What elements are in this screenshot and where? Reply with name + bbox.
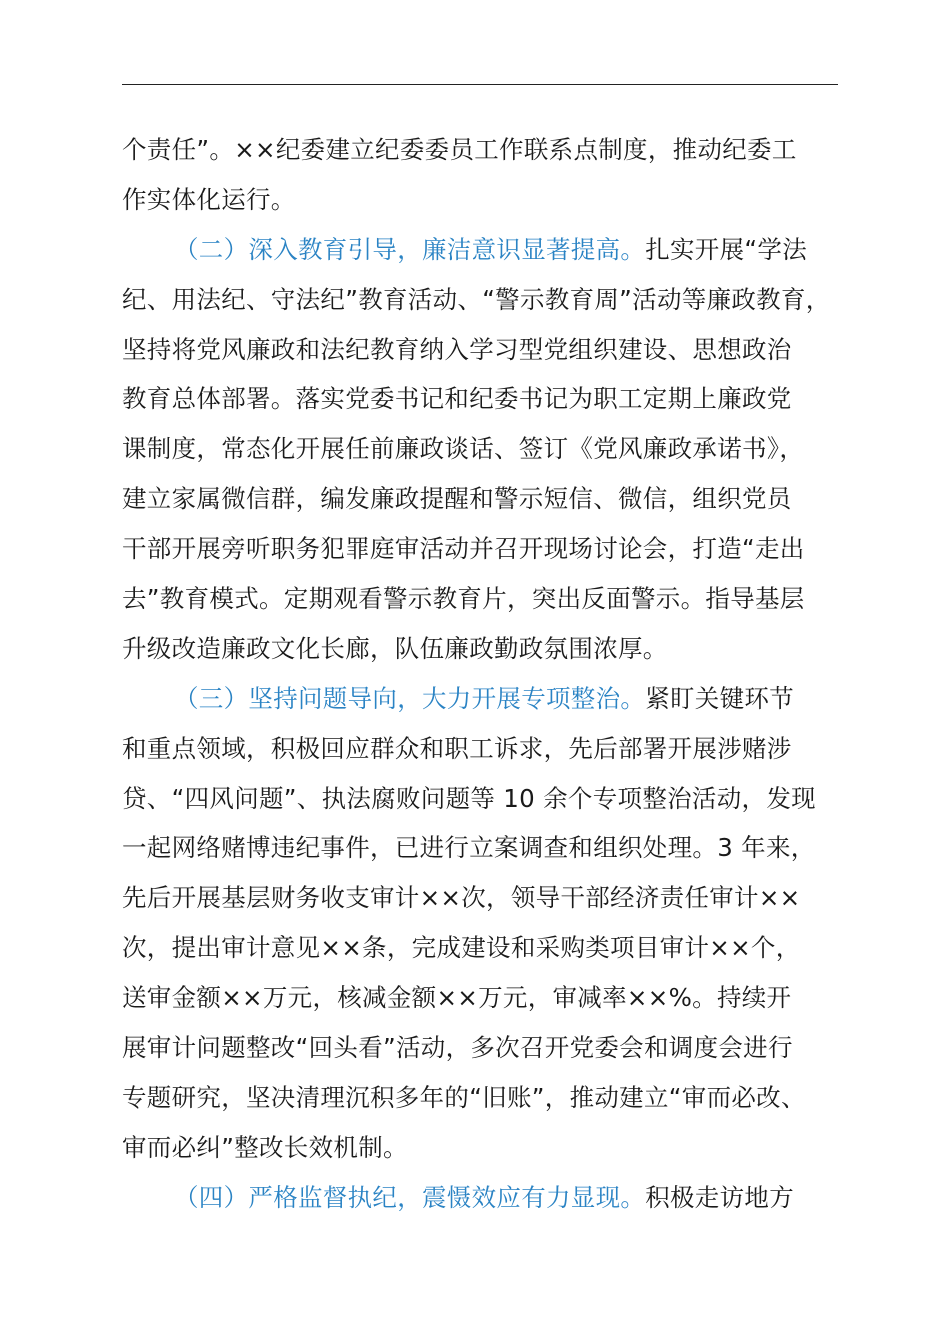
section-heading: （四）严格监督执纪，震慑效应有力显现。 <box>174 1182 646 1212</box>
section-heading-line <box>122 1173 844 1223</box>
line-text: 专题研究，坚决清理沉积多年的“旧账”，推动建立“审而必改、 <box>122 1082 806 1112</box>
line-text: 坚持将党风廉政和法纪教育纳入学习型党组织建设、思想政治 <box>122 334 792 364</box>
paragraph-line <box>122 125 844 175</box>
paragraph-line <box>122 325 844 375</box>
paragraph-line <box>122 474 844 524</box>
document-body <box>122 125 844 1223</box>
section-heading-line <box>122 674 844 724</box>
header-rule <box>122 84 838 85</box>
paragraph-line <box>122 973 844 1023</box>
line-text: 扎实开展“学法 <box>645 234 807 264</box>
paragraph-line <box>122 524 844 574</box>
section-heading: （三）坚持问题导向，大力开展专项整治。 <box>174 683 646 713</box>
line-text: 次，提出审计意见××条，完成建设和采购类项目审计××个， <box>122 933 801 963</box>
paragraph-line <box>122 774 844 824</box>
paragraph-line <box>122 574 844 624</box>
section-heading: （二）深入教育引导，廉洁意识显著提高。 <box>174 234 646 264</box>
line-text: 纪、用法纪、守法纪”教育活动、“警示教育周”活动等廉政教育， <box>122 284 831 314</box>
paragraph-line <box>122 823 844 873</box>
line-text: 个责任”。××纪委建立纪委委员工作联系点制度，推动纪委工 <box>122 135 797 164</box>
line-text: 干部开展旁听职务犯罪庭审活动并召开现场讨论会，打造“走出 <box>122 534 805 564</box>
line-text: 积极走访地方 <box>645 1182 795 1212</box>
line-text: 送审金额××万元，核减金额××万元，审减率××%。持续开 <box>122 983 792 1013</box>
paragraph-line <box>122 724 844 774</box>
line-text: 教育总体部署。落实党委书记和纪委书记为职工定期上廉政党 <box>122 384 792 414</box>
section-heading-line <box>122 225 844 275</box>
paragraph-line <box>122 374 844 424</box>
line-text: 先后开展基层财务收支审计××次，领导干部经济责任审计×× <box>122 883 801 913</box>
paragraph-line <box>122 1073 844 1123</box>
line-text: 审而必纠”整改长效机制。 <box>122 1132 408 1162</box>
line-text: 和重点领域，积极回应群众和职工诉求，先后部署开展涉赌涉 <box>122 733 792 763</box>
line-text: 贷、“四风问题”、执法腐败问题等 10 余个专项整治活动，发现 <box>122 783 816 813</box>
paragraph-line <box>122 275 844 325</box>
line-text: 升级改造廉政文化长廊，队伍廉政勤政氛围浓厚。 <box>122 633 668 663</box>
paragraph-line <box>122 1123 844 1173</box>
line-text: 展审计问题整改“回头看”活动，多次召开党委会和调度会进行 <box>122 1033 793 1063</box>
paragraph-line <box>122 624 844 674</box>
paragraph-line <box>122 873 844 923</box>
paragraph-line <box>122 923 844 973</box>
line-text: 课制度，常态化开展任前廉政谈话、签订《党风廉政承诺书》， <box>122 434 805 464</box>
line-text: 建立家属微信群，编发廉政提醒和警示短信、微信，组织党员 <box>122 484 792 514</box>
paragraph-line <box>122 1023 844 1073</box>
paragraph-line <box>122 175 844 225</box>
line-text: 作实体化运行。 <box>122 184 296 214</box>
paragraph-line <box>122 424 844 474</box>
line-text: 紧盯关键环节 <box>645 683 795 713</box>
line-text: 一起网络赌博违纪事件，已进行立案调查和组织处理。3 年来， <box>122 833 816 863</box>
line-text: 去”教育模式。定期观看警示教育片，突出反面警示。指导基层 <box>122 584 805 614</box>
